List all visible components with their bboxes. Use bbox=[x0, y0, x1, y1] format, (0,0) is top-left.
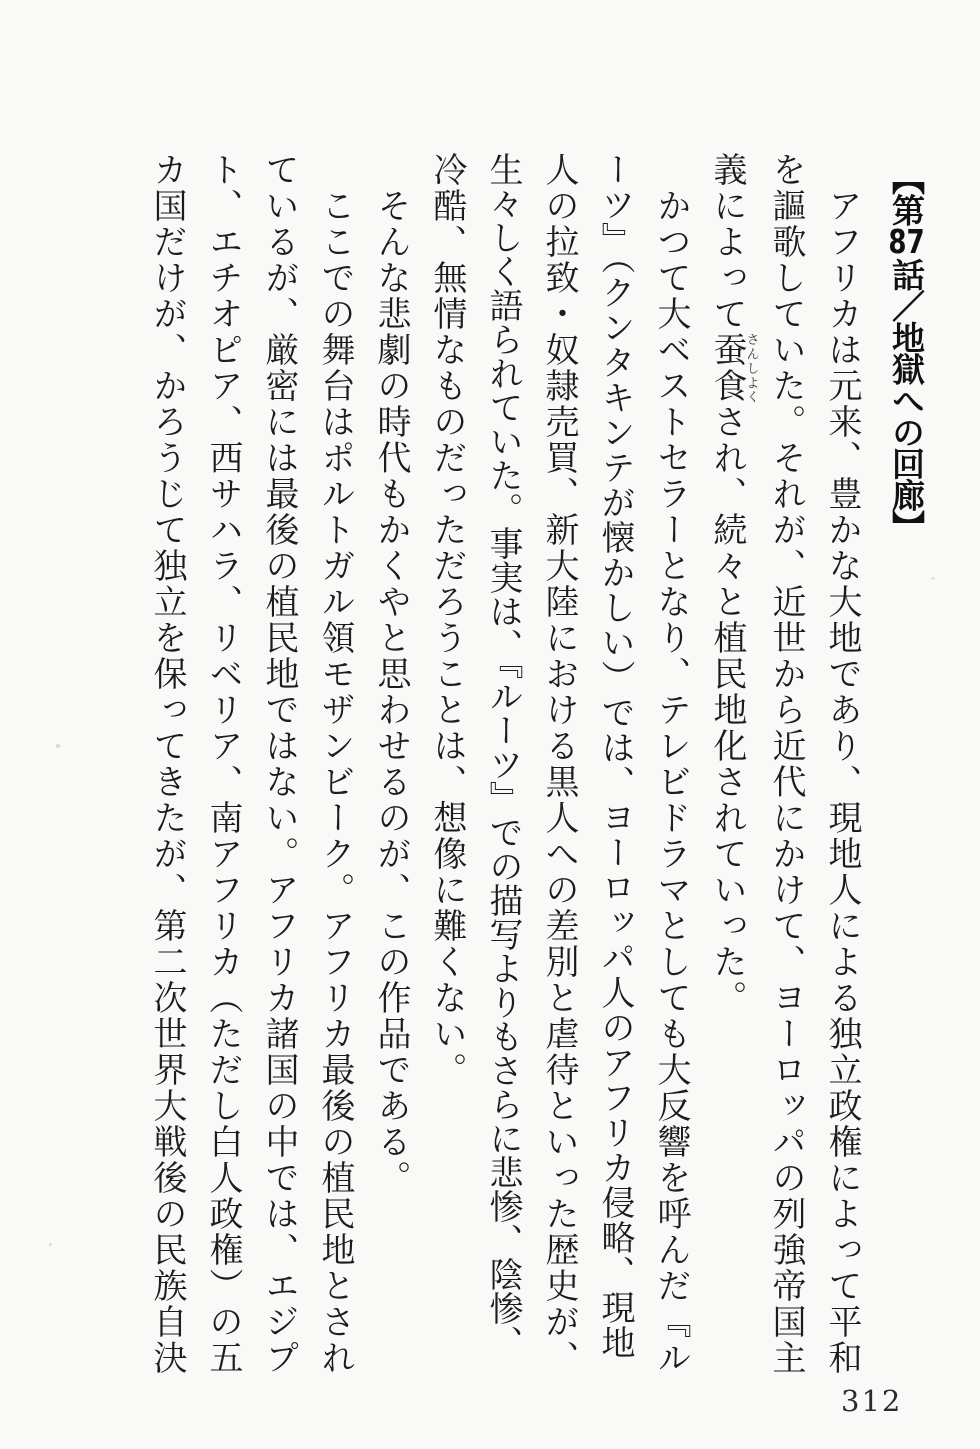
ruby-pre-text: 義によって bbox=[707, 152, 747, 332]
text-column: 生々しく語られていた。事実は、『ルーツ』での描写よりもさらに悲惨、陰惨、 bbox=[483, 152, 523, 1359]
text-column: アフリカは元来、豊かな大地であり、現地人による独立政権によって平和 bbox=[822, 188, 862, 1376]
scan-speck bbox=[931, 577, 935, 580]
text-column: そんな悲劇の時代もかくやと思わせるのが、この作品である。 bbox=[371, 188, 411, 1196]
chapter-title-pre: 【第 bbox=[887, 162, 926, 225]
ruby-annotation bbox=[707, 332, 759, 404]
text-column: カ国だけが、かろうじて独立を保ってきたが、第二次世界大戦後の民族自決 bbox=[147, 152, 187, 1376]
ruby-furigana: さんしよく bbox=[743, 332, 759, 404]
scan-speck bbox=[56, 744, 60, 748]
ruby-post-text: され、続々と植民地化されていった。 bbox=[707, 404, 747, 1016]
text-column: ているが、厳密には最後の植民地ではない。アフリカ諸国の中では、エジプ bbox=[259, 152, 299, 1376]
chapter-number: 87 bbox=[888, 225, 925, 258]
text-column: ト、エチオピア、西サハラ、リベリア、南アフリカ（ただし白人政権）の五 bbox=[203, 152, 243, 1376]
text-column: ここでの舞台はポルトガル領モザンビーク。アフリカ最後の植民地とされ bbox=[315, 188, 355, 1376]
page-number: 312 bbox=[841, 1384, 903, 1418]
scan-speck bbox=[49, 1243, 52, 1246]
text-column: ーツ』（クンタキンテが懐かしい）では、ヨーロッパ人のアフリカ侵略、現地 bbox=[595, 152, 635, 1360]
chapter-title-post: 話／地獄への回廊】 bbox=[887, 258, 926, 542]
text-column: 人の拉致・奴隷売買、新大陸における黒人への差別と虐待といった歴史が、 bbox=[539, 152, 579, 1376]
text-column: を謳歌していた。それが、近世から近代にかけて、ヨーロッパの列強帝国主 bbox=[766, 152, 806, 1376]
text-column-with-ruby bbox=[699, 152, 758, 1378]
text-column: 冷酷、無情なものだっただろうことは、想像に難くない。 bbox=[427, 152, 467, 1088]
vertical-text-block bbox=[139, 152, 934, 1392]
chapter-title bbox=[878, 152, 934, 1378]
ruby-base: 蚕食 bbox=[707, 332, 747, 404]
text-column: かつて大ベストセラーとなり、テレビドラマとしても大反響を呼んだ『ル bbox=[651, 188, 691, 1376]
